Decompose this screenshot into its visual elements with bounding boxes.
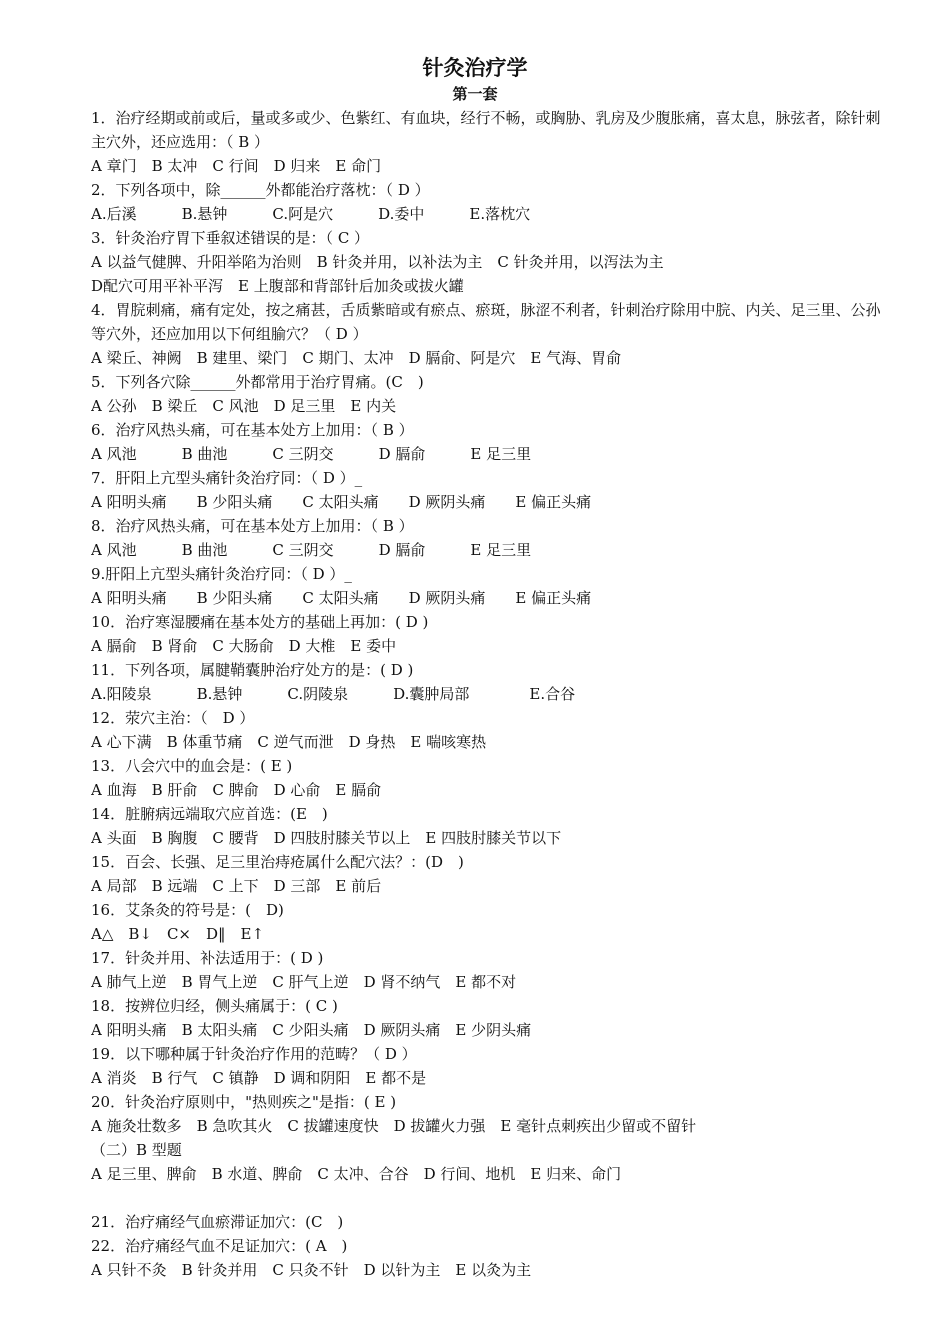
document-line: 19．以下哪种属于针灸治疗作用的范畴？（ D ）	[91, 1045, 417, 1063]
document-line: 16．艾条灸的符号是：( D)	[91, 901, 284, 919]
document-line: D配穴可用平补平泻 E 上腹部和背部针后加灸或拔火罐	[91, 277, 464, 295]
document-line: 10．治疗寒湿腰痛在基本处方的基础上再加：( D )	[91, 613, 429, 631]
document-line: 7．肝阳上亢型头痛针灸治疗同：（ D ）_	[91, 469, 363, 487]
document-line: 6．治疗风热头痛，可在基本处方上加用：（ B ）	[91, 421, 414, 439]
document-line: 17．针灸并用、补法适用于：( D )	[91, 949, 324, 967]
document-line: 3．针灸治疗胃下垂叙述错误的是：（ C ）	[91, 229, 370, 247]
document-line: 4．胃脘刺痛，痛有定处，按之痛甚，舌质紫暗或有瘀点、瘀斑，脉涩不利者，针刺治疗除用中脘、内关、足三里、公孙等穴外，还应加用以下何组腧穴？（ D ）	[91, 301, 881, 343]
document-line: 12．荥穴主治：（ D ）	[91, 709, 255, 727]
document-line: A 阳明头痛 B 太阳头痛 C 少阳头痛 D 厥阴头痛 E 少阴头痛	[91, 1021, 532, 1039]
document-line: 22．治疗痛经气血不足证加穴：( A )	[91, 1237, 348, 1255]
document-line: A△ B↓ C× D‖ E↑	[91, 925, 265, 943]
document-line: A 只针不灸 B 针灸并用 C 只灸不针 D 以针为主 E 以灸为主	[91, 1261, 532, 1279]
document-line: A 肺气上逆 B 胃气上逆 C 肝气上逆 D 肾不纳气 E 都不对	[91, 973, 517, 991]
document-line: 15．百会、长强、足三里治痔疮属什么配穴法？：(D )	[91, 853, 464, 871]
document-line: 2．下列各项中，除______外都能治疗落枕：（ D ）	[91, 181, 430, 199]
document-line: A 足三里、脾俞 B 水道、脾俞 C 太冲、合谷 D 行间、地机 E 归来、命门	[91, 1165, 622, 1183]
document-line: 8．治疗风热头痛，可在基本处方上加用：（ B ）	[91, 517, 414, 535]
document-line: 18．按辨位归经，侧头痛属于：( C )	[91, 997, 338, 1015]
document-line: 5．下列各穴除______外都常用于治疗胃痛。(C )	[91, 373, 424, 391]
document-line: 9.肝阳上亢型头痛针灸治疗同：（ D ）_	[91, 565, 352, 583]
document-line: A 施灸壮数多 B 急吹其火 C 拔罐速度快 D 拔罐火力强 E 毫针点刺疾出少留或不留针	[91, 1117, 697, 1135]
document-line: 21．治疗痛经气血瘀滞证加穴：(C )	[91, 1213, 344, 1231]
document-line	[91, 1186, 891, 1210]
document-line: A 头面 B 胸腹 C 腰背 D 四肢肘膝关节以上 E 四肢肘膝关节以下	[91, 829, 562, 847]
document-line: 11．下列各项，属腱鞘囊肿治疗处方的是：( D )	[91, 661, 414, 679]
document-line: A.阳陵泉 B.悬钟 C.阴陵泉 D.囊肿局部 E.合谷	[91, 685, 576, 703]
document-line: A 梁丘、神阙 B 建里、梁门 C 期门、太冲 D 膈俞、阿是穴 E 气海、胃俞	[91, 349, 622, 367]
document-line: A 消炎 B 行气 C 镇静 D 调和阴阳 E 都不是	[91, 1069, 427, 1087]
document-line: A 血海 B 肝俞 C 脾俞 D 心俞 E 膈俞	[91, 781, 382, 799]
document-line: A 膈俞 B 肾俞 C 大肠俞 D 大椎 E 委中	[91, 637, 397, 655]
document-line: 1．治疗经期或前或后，量或多或少、色紫红、有血块，经行不畅，或胸胁、乳房及少腹胀痛，喜太息，脉弦者，除针刺主穴外，还应选用：（ B ）	[91, 109, 881, 151]
document-line: A.后溪 B.悬钟 C.阿是穴 D.委中 E.落枕穴	[91, 205, 531, 223]
document-line: 14．脏腑病远端取穴应首选：(E )	[91, 805, 328, 823]
document-line: A 阳明头痛 B 少阳头痛 C 太阳头痛 D 厥阴头痛 E 偏正头痛	[91, 493, 592, 511]
document-title: 针灸治疗学	[422, 55, 528, 80]
document-line: A 以益气健脾、升阳举陷为治则 B 针灸并用，以补法为主 C 针灸并用，以泻法为主	[91, 253, 664, 271]
document-line: A 心下满 B 体重节痛 C 逆气而泄 D 身热 E 喘咳寒热	[91, 733, 487, 751]
document-line: （二）B 型题	[91, 1141, 182, 1159]
document-line: A 公孙 B 梁丘 C 风池 D 足三里 E 内关	[91, 397, 397, 415]
document-line: A 风池 B 曲池 C 三阴交 D 膈俞 E 足三里	[91, 541, 532, 559]
document-line: 20．针灸治疗原则中，"热则疾之"是指：( E )	[91, 1093, 397, 1111]
document-line: A 章门 B 太冲 C 行间 D 归来 E 命门	[91, 157, 382, 175]
document-line: A 风池 B 曲池 C 三阴交 D 膈俞 E 足三里	[91, 445, 532, 463]
document-line: A 阳明头痛 B 少阳头痛 C 太阳头痛 D 厥阴头痛 E 偏正头痛	[91, 589, 592, 607]
document-line: 13．八会穴中的血会是：( E )	[91, 757, 293, 775]
document-subtitle: 第一套	[452, 85, 498, 103]
question-list	[91, 106, 891, 1282]
document-line: A 局部 B 远端 C 上下 D 三部 E 前后	[91, 877, 382, 895]
